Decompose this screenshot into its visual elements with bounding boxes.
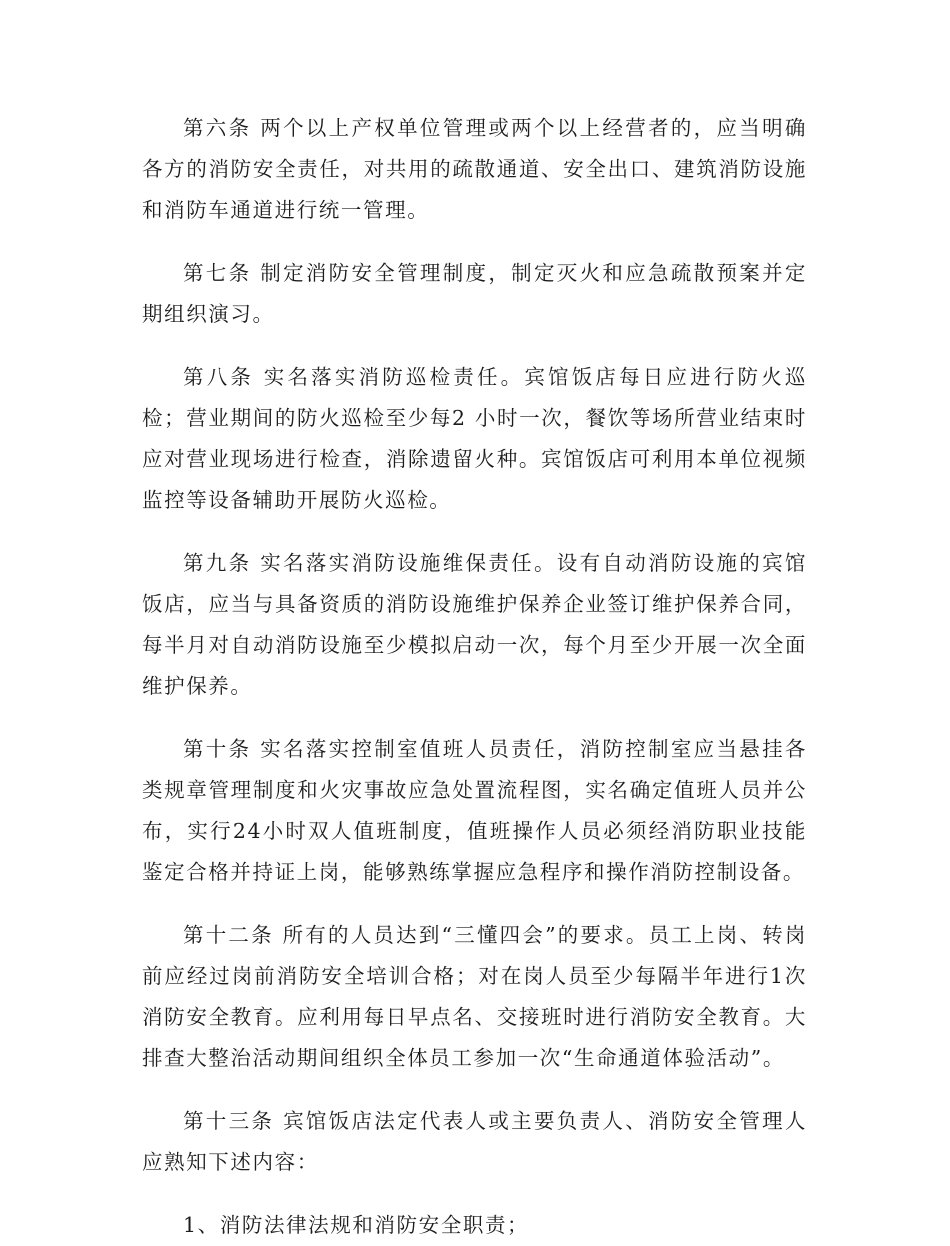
article-12-paragraph: 第十二条 所有的人员达到“三懂四会”的要求。员工上岗、转岗前应经过岗前消防安全培训合格；对在岗人员至少每隔半年进行1次消防安全教育。应利用每日早点名、交接班时进行消防安全教育。大排查大整治活动期间组织全体员工参加一次“生命通道体验活动”。: [142, 923, 807, 1070]
document-body: [142, 108, 807, 1246]
article-6-paragraph: 第六条 两个以上产权单位管理或两个以上经营者的，应当明确各方的消防安全责任，对共用的疏散通道、安全出口、建筑消防设施和消防车通道进行统一管理。: [142, 116, 807, 222]
article-10-paragraph: 第十条 实名落实控制室值班人员责任，消防控制室应当悬挂各类规章管理制度和火灾事故应急处置流程图，实名确定值班人员并公布，实行24小时双人值班制度，值班操作人员必须经消防职业技能鉴定合格并持证上岗，能够熟练掌握应急程序和操作消防控制设备。: [142, 737, 807, 884]
list-item: 1、消防法律法规和消防安全职责；: [183, 1213, 530, 1237]
article-9-paragraph: 第九条 实名落实消防设施维保责任。设有自动消防设施的宾馆饭店，应当与具备资质的消防设施维护保养企业签订维护保养合同，每半月对自动消防设施至少模拟启动一次，每个月至少开展一次全面维护保养。: [142, 551, 807, 698]
article-7-paragraph: 第七条 制定消防安全管理制度，制定灭火和应急疏散预案并定期组织演习。: [142, 261, 807, 326]
article-13-paragraph: 第十三条 宾馆饭店法定代表人或主要负责人、消防安全管理人应熟知下述内容：: [142, 1109, 807, 1174]
article-8-paragraph: 第八条 实名落实消防巡检责任。宾馆饭店每日应进行防火巡检；营业期间的防火巡检至少每2 小时一次，餐饮等场所营业结束时应对营业现场进行检查，消除遗留火种。宾馆饭店可利用本单位视频监控等设备辅助开展防火巡检。: [142, 365, 807, 512]
